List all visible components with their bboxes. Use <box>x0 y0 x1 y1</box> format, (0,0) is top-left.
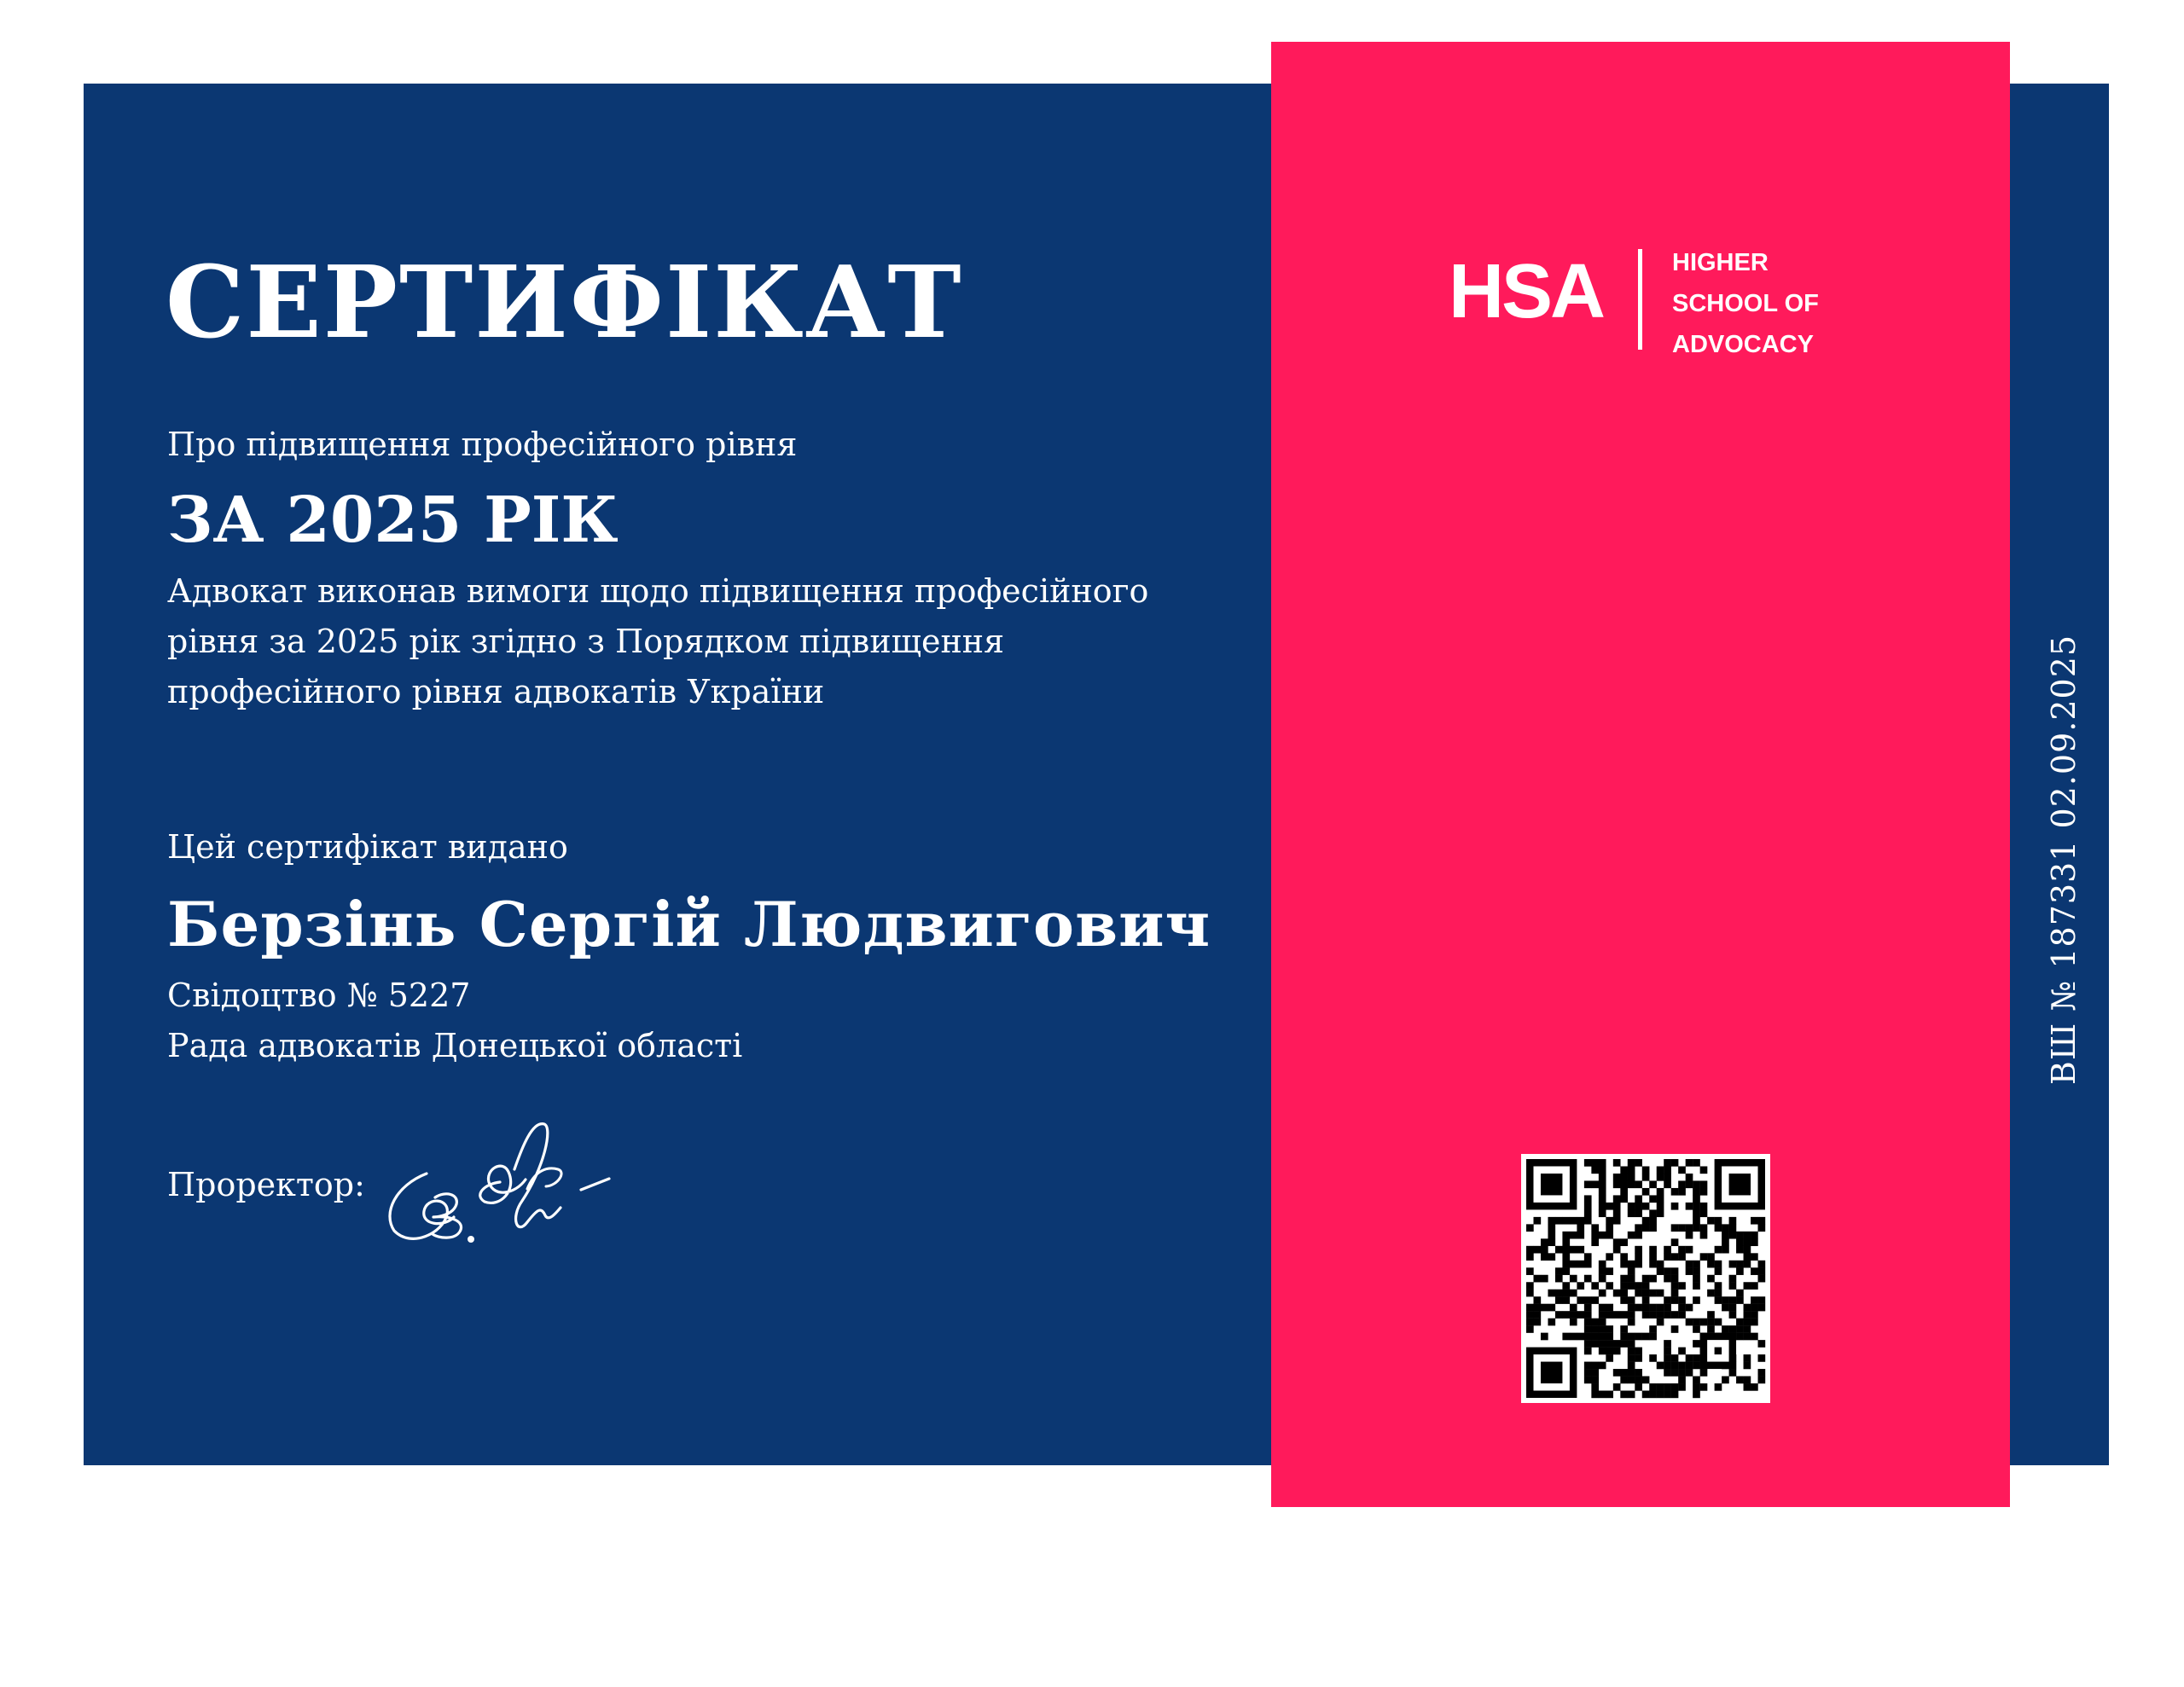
signature-icon <box>365 1112 626 1249</box>
certificate-description: Адвокат виконав вимоги щодо підвищення професійного рівня за 2025 рік згідно з Порядком підвищення професійного рівня адвокатів України <box>167 572 1149 710</box>
logo-mark: HSA <box>1449 249 1604 334</box>
logo-divider <box>1638 249 1642 350</box>
recipient-name: Берзінь Сергій Людвигович <box>167 888 1211 960</box>
logo-line-1: HIGHER <box>1672 249 1769 276</box>
signatory-label: Проректор: <box>167 1166 365 1203</box>
certificate-title: СЕРТИФІКАТ <box>166 245 963 361</box>
logo-line-3: ADVOCACY <box>1672 331 1814 358</box>
certificate-subtitle: Про підвищення професійного рівня <box>167 426 798 463</box>
logo-wordmark <box>1672 242 1843 365</box>
issued-to-label: Цей сертифікат видано <box>167 828 568 866</box>
bar-council: Рада адвокатів Донецької області <box>167 1027 743 1064</box>
certificate-number: Свідоцтво № 5227 <box>167 977 471 1014</box>
higher-school-of-advocacy-logo <box>1449 241 1826 358</box>
certificate-serial-date: ВШ № 187331 02.09.2025 <box>2045 634 2082 1086</box>
logo-line-2: SCHOOL OF <box>1672 290 1819 317</box>
certificate-year-heading: ЗА 2025 РІК <box>167 484 619 557</box>
qr-code-icon <box>1521 1154 1770 1403</box>
